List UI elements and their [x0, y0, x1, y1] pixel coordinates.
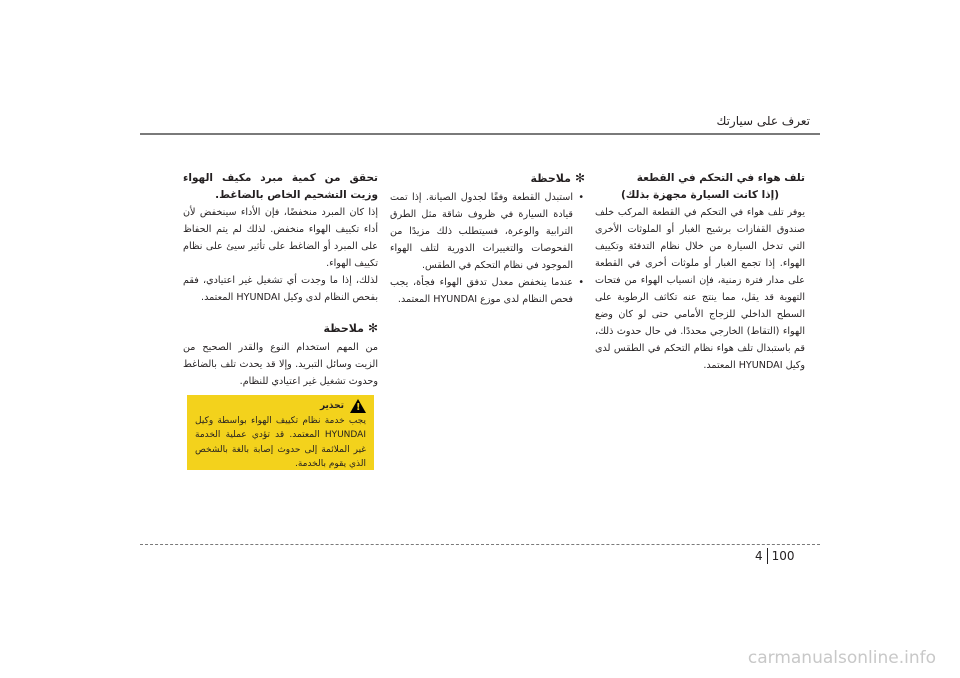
note-bullet-list — [390, 189, 585, 308]
caution-label: تحذير — [319, 401, 344, 411]
note-bullet-item: • استبدل القطعة وفقًا لجدول الصيانة. إذا تمت قيادة السيارة في ظروف شاقة مثل الطرق الترابية والوعرة، فسيتطلب ذلك مزيدًا من الفحوصات والتغييرات الدورية لتلف الهواء الموجود في نظام التحكم في الطقس. — [390, 189, 573, 274]
column-left — [183, 170, 378, 390]
page-number-divider — [767, 548, 768, 564]
note-label: ملاحظة — [323, 322, 364, 335]
asterisk-icon: ✻ — [574, 171, 585, 185]
column-right — [595, 170, 805, 374]
refrigerant-paragraph: إذا كان المبرد منخفضًا، فإن الأداء سينخفض لأن أداء تكييف الهواء منخفض. لذلك لم يتم الحفاظ على المبرد أو الضاغط على تأثير سيئ على نظام تكييف الهواء. — [183, 207, 378, 269]
footer-rule — [140, 544, 820, 545]
refrigerant-note-text: من المهم استخدام النوع والقدر الصحيح من الزيت وسائل التبريد. وإلا قد يحدث تلف بالضاغط وحدوث تشغيل غير اعتيادي للنظام. — [183, 342, 378, 387]
caution-text: يجب خدمة نظام تكييف الهواء بواسطة وكيل HYUNDAI المعتمد. قد تؤدي عملية الخدمة غير الملائمة إلى حدوث إصابة بالغة بالشخص الذي يقوم بالخدمة. — [195, 415, 366, 469]
page-header-title: تعرف على سيارتك — [716, 114, 810, 128]
note-heading — [390, 170, 585, 187]
caution-heading — [195, 399, 366, 414]
chapter-number: 4 — [755, 549, 763, 563]
caution-box — [187, 395, 374, 470]
refrigerant-paragraph-2: لذلك، إذا ما وجدت أي تشغيل غير اعتيادي، فقم بفحص النظام لدى وكيل HYUNDAI المعتمد. — [183, 275, 378, 303]
page-number — [755, 548, 795, 564]
note-label: ملاحظة — [530, 172, 571, 185]
note-bullet-item: • عندما ينخفض معدل تدفق الهواء فجأة، يجب فحص النظام لدى موزع HYUNDAI المعتمد. — [390, 274, 573, 308]
cabin-filter-paragraph: يوفر تلف هواء في التحكم في القطعة المركب خلف صندوق القفازات برشيح الغبار أو الملوثات الأخرى التي تدخل السيارة من خلال نظام التدفئة وتكييف الهواء. إذا تجمع الغبار أو ملوثات أخرى في القطعة على مدار فترة زمنية، فإن انسياب الهواء من فتحات التهوية قد يقل، مما ينتج عنه تكاثف الرطوبة على السطح الداخلي للزجاج الأمامي حتى لو كان وضع الهواء (التقاط) الخارجي محددًا. في حال حدوث ذلك، قم باستبدال تلف هواء نظام التحكم في الطقس لدى وكيل HYUNDAI المعتمد. — [595, 207, 805, 371]
header-rule — [140, 133, 820, 135]
asterisk-icon: ✻ — [367, 321, 378, 335]
refrigerant-heading: تحقق من كمية مبرد مكيف الهواء وزيت التشحيم الخاص بالضاغط. — [183, 172, 378, 201]
note-heading — [183, 320, 378, 337]
warning-triangle-icon: ! — [350, 399, 366, 413]
page-number-value: 100 — [771, 549, 795, 563]
watermark: carmanualsonline.info — [747, 648, 936, 668]
cabin-filter-heading: تلف هواء في التحكم في القطعة — [636, 172, 805, 184]
column-middle — [390, 170, 585, 308]
cabin-filter-subheading: (إذا كانت السيارة مجهزة بذلك) — [620, 189, 780, 201]
